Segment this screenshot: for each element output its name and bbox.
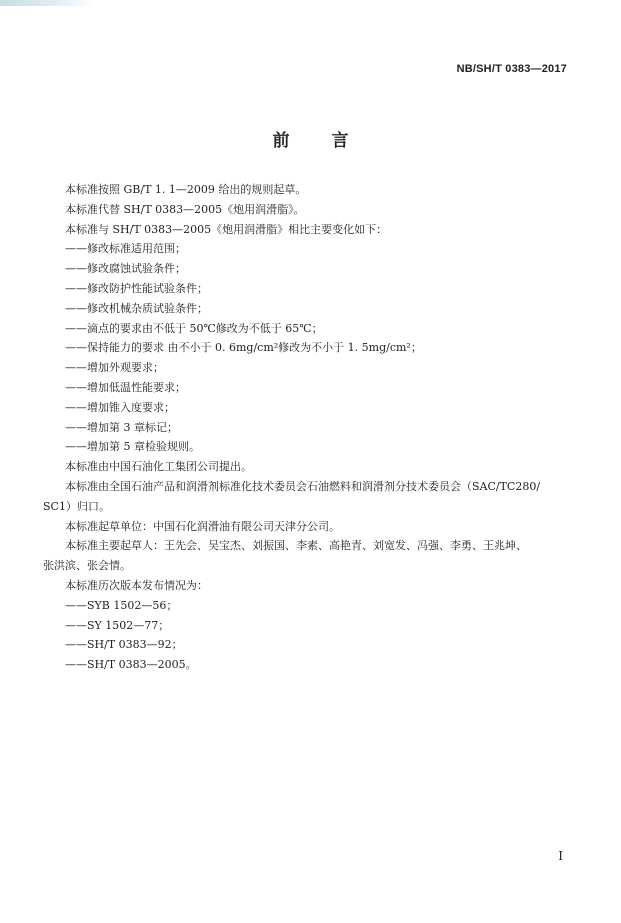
- change-item: ——修改防护性能试验条件；: [65, 281, 208, 295]
- paragraph-replaces: 本标准代替 SH/T 0383—2005《炮用润滑脂》。: [65, 202, 305, 216]
- paragraph-drafters-line1: 本标准主要起草人：王先会、吴宝杰、刘振国、李素、高艳青、刘宽发、冯强、李勇、王兆坤、: [65, 539, 527, 553]
- paragraph-drafting-unit: 本标准起草单位：中国石化润滑油有限公司天津分公司。: [65, 519, 340, 533]
- document-code: NB/SH/T 0383—2017: [456, 63, 567, 75]
- scan-edge-mark: [0, 0, 95, 6]
- paragraph-changes-intro: 本标准与 SH/T 0383—2005《炮用润滑脂》相比主要变化如下：: [65, 222, 388, 236]
- change-item: ——修改腐蚀试验条件；: [65, 262, 186, 276]
- change-item: ——增加第 5 章检验规则。: [65, 440, 200, 454]
- paragraph-history-intro: 本标准历次版本发布情况为：: [65, 578, 208, 592]
- change-item: ——修改标准适用范围；: [65, 242, 186, 256]
- paragraph-drafters-line2: 张洪滨、张会情。: [43, 559, 131, 573]
- change-item: ——滴点的要求由不低于 50℃修改为不低于 65℃；: [65, 321, 323, 335]
- history-item: ——SY 1502—77；: [65, 618, 170, 632]
- change-item: ——增加低温性能要求；: [65, 380, 186, 394]
- page-number: I: [558, 849, 563, 863]
- change-item: ——增加外观要求；: [65, 361, 164, 375]
- history-item: ——SH/T 0383—2005。: [65, 658, 197, 672]
- history-item: ——SH/T 0383—92；: [65, 638, 183, 652]
- change-item: ——增加锥入度要求；: [65, 400, 175, 414]
- paragraph-drafting-rules: 本标准按照 GB/T 1. 1—2009 给出的规则起草。: [65, 183, 307, 196]
- paragraph-proposer: 本标准由中国石油化工集团公司提出。: [65, 460, 252, 474]
- change-item: ——修改机械杂质试验条件；: [65, 301, 208, 315]
- paragraph-committee-line2: SC1）归口。: [43, 499, 110, 513]
- paragraph-committee-line1: 本标准由全国石油产品和润滑剂标准化技术委员会石油燃料和润滑剂分技术委员会（SAC/TC280/: [65, 479, 541, 493]
- change-item: ——保持能力的要求 由不小于 0. 6mg/cm²修改为不小于 1. 5mg/cm²；: [65, 341, 422, 355]
- page-title: 前言: [272, 131, 391, 151]
- foreword-body: [43, 180, 575, 675]
- change-item: ——增加第 3 章标记；: [65, 420, 178, 434]
- history-item: ——SYB 1502—56；: [65, 598, 178, 612]
